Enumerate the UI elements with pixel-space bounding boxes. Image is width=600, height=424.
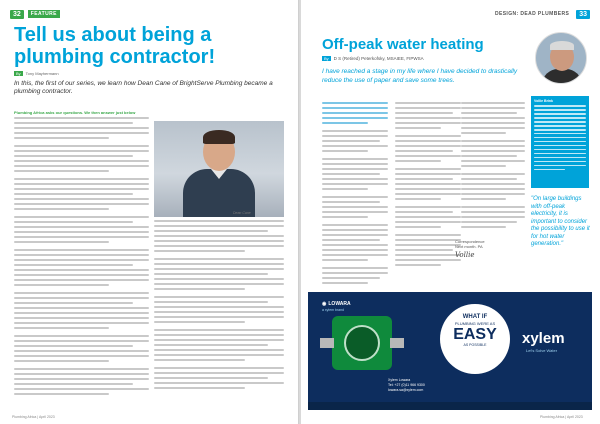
pull-quote: "On large buildings with off-peak electricity, it is important to consider the possibility to use it for hot water generation."	[531, 196, 590, 247]
byline	[14, 71, 59, 76]
body-column-3	[461, 102, 525, 231]
body-column-2	[154, 220, 284, 392]
lowara-logo: ◉ LOWARA	[322, 301, 351, 307]
author-portrait	[535, 32, 587, 84]
right-footer: Plumbing Africa | April 2023	[540, 415, 583, 419]
badge-line-2: PLUMBING WERE AS	[454, 321, 496, 326]
contact-info	[388, 378, 425, 393]
signoff-label: Correspondence	[455, 239, 485, 244]
section-label: FEATURE	[28, 10, 60, 18]
author-bio-box	[531, 96, 589, 188]
lowara-logo-icon: ◉	[322, 301, 327, 307]
badge-line-3: EASY	[453, 326, 497, 343]
article-subhead: Plumbing Africa asks our questions. We then answer just below	[14, 110, 136, 115]
pump-image	[332, 316, 392, 370]
byline	[322, 56, 424, 61]
body-column-1	[14, 117, 149, 398]
xylem-advert[interactable]	[308, 292, 592, 410]
page-number: 33	[576, 10, 590, 19]
section-label: DESIGN: DEAD PLUMBERS	[494, 11, 570, 17]
byline-badge: By	[324, 56, 329, 61]
signoff	[455, 239, 485, 259]
signoff-name: Next month. PA	[455, 244, 483, 249]
standfirst: In this, the first of our series, we learn how Dean Cane of BrightServe Plumbing became a plumbing contractor.	[14, 80, 273, 95]
byline-author: D S (Retired) Peterkofsky, MSAIEE, FIPWSA	[333, 56, 424, 61]
easy-badge	[440, 304, 510, 374]
right-header	[492, 8, 590, 20]
left-footer: Plumbing Africa | April 2023	[12, 415, 55, 419]
advert-footer-strip	[308, 402, 592, 410]
page-number: 32	[10, 10, 24, 19]
byline-author: Tony Mayhermann	[25, 71, 59, 76]
xylem-tagline: Let's Solve Water	[526, 348, 558, 353]
signature: Vollie	[455, 251, 475, 259]
badge-line-1: WHAT IF	[462, 314, 488, 320]
byline-badge: By	[16, 71, 21, 76]
contact-line-3[interactable]: lowara.sa@xylem.com	[388, 388, 424, 392]
contact-line-1: Xylem Lowara	[388, 378, 411, 382]
body-column-2	[395, 102, 461, 269]
badge-line-4: AS POSSIBLE	[463, 343, 487, 347]
photo-caption: Dean Cane	[233, 211, 251, 215]
body-column-1	[322, 102, 388, 287]
left-header	[10, 8, 60, 20]
standfirst: I have reached a stage in my life where I have decided to drastically reduce the use of paper and save some trees.	[322, 68, 518, 84]
xylem-logo: xylem	[522, 330, 565, 347]
contact-line-2: Tel: +27 (0)11 966 9300	[388, 383, 425, 387]
author-name: Vollie Brink	[534, 99, 553, 103]
lowara-sub: a xylem brand	[322, 308, 344, 312]
article-title: Tell us about being a plumbing contractor!	[14, 24, 216, 68]
contractor-photo	[154, 121, 284, 217]
article-title: Off-peak water heating	[322, 36, 484, 53]
